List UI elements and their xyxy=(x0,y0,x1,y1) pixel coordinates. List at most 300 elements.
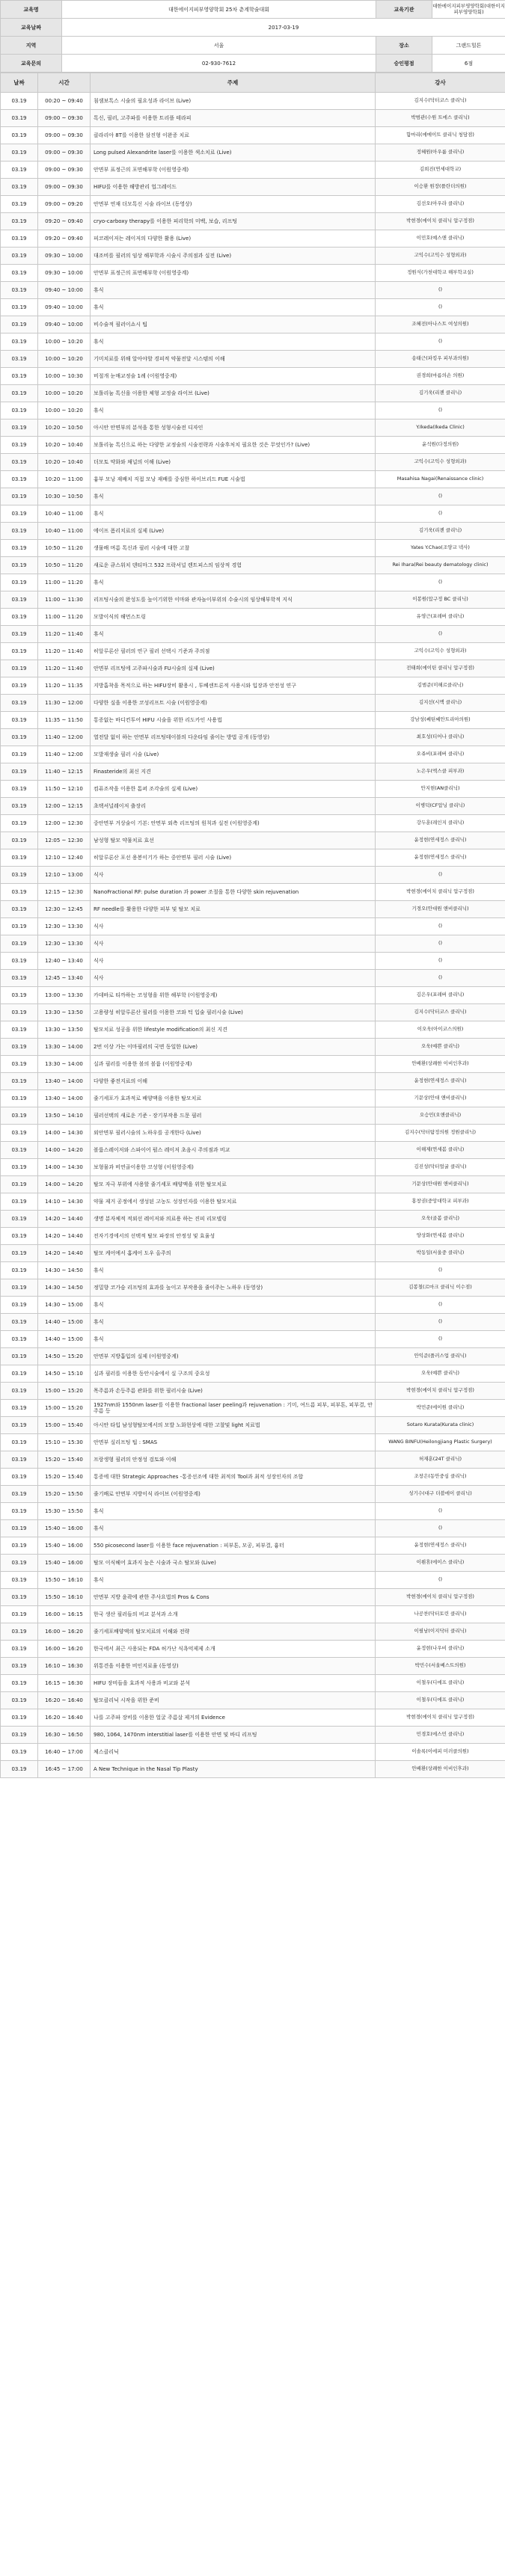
table-row xyxy=(1,1451,505,1469)
table-row xyxy=(1,746,505,763)
table-row xyxy=(1,918,505,935)
time-cell: 12:00 ~ 12:30 xyxy=(38,815,91,832)
time-cell: 15:50 ~ 16:10 xyxy=(38,1589,91,1606)
date-cell: 03.19 xyxy=(1,901,38,918)
speaker-cell: 안배환(상쾌한 이비인후과) xyxy=(376,1056,505,1073)
table-row xyxy=(1,1709,505,1727)
speaker-cell: 기문상(안대원 앤비클리닉) xyxy=(376,1176,505,1193)
date-cell: 03.19 xyxy=(1,763,38,781)
topic-cell: 휴식 xyxy=(91,488,376,505)
speaker-cell: 김지수(닥터코스 클리닉) xyxy=(376,93,505,110)
date-cell: 03.19 xyxy=(1,1761,38,1778)
speaker-cell: () xyxy=(376,1314,505,1331)
time-cell: 15:40 ~ 16:00 xyxy=(38,1520,91,1537)
speaker-cell: 이솔록(이에피 미러클의원) xyxy=(376,1744,505,1761)
time-cell: 11:20 ~ 11:40 xyxy=(38,660,91,677)
time-cell: 13:30 ~ 14:00 xyxy=(38,1056,91,1073)
topic-cell: 목주름과 손등주름 관화를 위한 필러시술 (Live) xyxy=(91,1383,376,1400)
topic-cell: HIFU를 이용한 해방관리 업그레이드 xyxy=(91,179,376,196)
table-row xyxy=(1,230,505,248)
time-cell: 10:20 ~ 10:40 xyxy=(38,437,91,454)
time-cell: 16:20 ~ 16:40 xyxy=(38,1709,91,1727)
speaker-cell: () xyxy=(376,935,505,953)
speaker-cell: 김지선(시맥 클리닉) xyxy=(376,695,505,712)
date-cell: 03.19 xyxy=(1,1211,38,1228)
time-cell: 16:40 ~ 17:00 xyxy=(38,1744,91,1761)
time-cell: 11:20 ~ 11:35 xyxy=(38,677,91,695)
topic-cell: 기미치료를 위해 알아야할 경피적 약물전달 시스템의 이해 xyxy=(91,351,376,368)
time-cell: 16:00 ~ 16:20 xyxy=(38,1641,91,1658)
time-cell: 15:20 ~ 15:40 xyxy=(38,1451,91,1469)
table-row xyxy=(1,1589,505,1606)
date-cell: 03.19 xyxy=(1,1193,38,1211)
date-cell: 03.19 xyxy=(1,1744,38,1761)
topic-cell: 프랑생형 필러의 안정성 검토와 이해 xyxy=(91,1451,376,1469)
table-row xyxy=(1,591,505,609)
topic-cell: 휴식 xyxy=(91,626,376,643)
topic-cell: 정밀향 코가슴 리프팅의 효과를 높이고 부작용을 줄이주는 노하우 (동영상) xyxy=(91,1279,376,1297)
topic-cell: 침샘보톡스 시술의 필요성과 라이브 (Live) xyxy=(91,93,376,110)
table-row xyxy=(1,265,505,282)
date-cell: 03.19 xyxy=(1,1641,38,1658)
time-cell: 12:30 ~ 13:30 xyxy=(38,935,91,953)
table-row xyxy=(1,987,505,1004)
date-cell: 03.19 xyxy=(1,1434,38,1451)
info-value: 2017-03-19 xyxy=(62,19,505,37)
table-row xyxy=(1,1572,505,1589)
topic-cell: 식사 xyxy=(91,918,376,935)
date-cell: 03.19 xyxy=(1,1623,38,1641)
date-cell: 03.19 xyxy=(1,265,38,282)
table-row xyxy=(1,1658,505,1675)
date-cell: 03.19 xyxy=(1,1039,38,1056)
speaker-cell: () xyxy=(376,333,505,351)
date-cell: 03.19 xyxy=(1,1073,38,1090)
date-cell: 03.19 xyxy=(1,1021,38,1039)
speaker-cell: 기경오(안대원 앤비클리닉) xyxy=(376,901,505,918)
table-row xyxy=(1,677,505,695)
topic-cell: 대조비를 필러의 임상 해부학과 시술시 주의점과 실전 (Live) xyxy=(91,248,376,265)
date-cell: 03.19 xyxy=(1,1486,38,1503)
time-cell: 12:30 ~ 12:45 xyxy=(38,901,91,918)
topic-cell: 휴식 xyxy=(91,1331,376,1348)
speaker-cell: 성기수(대구 더블에이 클리닉) xyxy=(376,1486,505,1503)
info-value: 6점 xyxy=(432,55,505,73)
speaker-cell: 윤정현(연세정스 클리닉) xyxy=(376,1537,505,1555)
table-row xyxy=(1,93,505,110)
topic-cell: 비절개 눈매교정술 1례 (이원영중계) xyxy=(91,368,376,385)
schedule-header-row xyxy=(1,73,505,93)
speaker-cell: () xyxy=(376,488,505,505)
date-cell: 03.19 xyxy=(1,1417,38,1434)
time-cell: 11:20 ~ 11:40 xyxy=(38,643,91,660)
date-cell: 03.19 xyxy=(1,746,38,763)
date-cell: 03.19 xyxy=(1,110,38,127)
topic-cell: 더모토 약화와 채널의 이해 (Live) xyxy=(91,454,376,471)
info-row xyxy=(1,1,505,19)
info-label: 승인평점 xyxy=(376,55,432,73)
table-row xyxy=(1,540,505,557)
speaker-cell: 이민호(예스앤 클리닉) xyxy=(376,230,505,248)
topic-cell: 980, 1064, 1470nm interstitial laser를 이용한 안면 및 바디 리프팅 xyxy=(91,1727,376,1744)
topic-cell: 2번 이상 가는 이마필러의 국면 동일한 (Live) xyxy=(91,1039,376,1056)
table-row xyxy=(1,162,505,179)
time-cell: 09:30 ~ 10:00 xyxy=(38,248,91,265)
date-cell: 03.19 xyxy=(1,1365,38,1383)
topic-cell: 위통견을 이용한 비인지료율 (동영상) xyxy=(91,1658,376,1675)
topic-cell: 휴식 xyxy=(91,1314,376,1331)
topic-cell: 1927nm와 1550nm laser를 이용한 fractional laser peeling과 rejuvenation : 기미, 여드름 피부, 피부톤, 피부결, 안주름 등 xyxy=(91,1400,376,1417)
table-row xyxy=(1,402,505,419)
date-cell: 03.19 xyxy=(1,1314,38,1331)
date-cell: 03.19 xyxy=(1,333,38,351)
table-row xyxy=(1,1606,505,1623)
topic-cell: 휴식 xyxy=(91,1297,376,1314)
date-cell: 03.19 xyxy=(1,93,38,110)
date-cell: 03.19 xyxy=(1,1503,38,1520)
info-label: 교육기관 xyxy=(376,1,432,19)
time-cell: 09:30 ~ 10:00 xyxy=(38,265,91,282)
date-cell: 03.19 xyxy=(1,643,38,660)
topic-cell: 줄기배로 안면부 지방이식 라이브 (이원영중계) xyxy=(91,1486,376,1503)
date-cell: 03.19 xyxy=(1,1090,38,1107)
time-cell: 10:00 ~ 10:20 xyxy=(38,351,91,368)
topic-cell: Long pulsed Alexandrite laser를 이용한 색소치료 (Live) xyxy=(91,144,376,162)
table-row xyxy=(1,1761,505,1778)
date-cell: 03.19 xyxy=(1,1572,38,1589)
speaker-cell: 박동일(서울중 클리닉) xyxy=(376,1245,505,1262)
table-row xyxy=(1,1434,505,1451)
date-cell: 03.19 xyxy=(1,1451,38,1469)
speaker-cell: 정혜원(아우룸 클리닉) xyxy=(376,144,505,162)
topic-cell: 약물 제거 공정에서 생성된 고농도 성장인자를 이용한 탈모치료 xyxy=(91,1193,376,1211)
topic-cell: 휴식 xyxy=(91,402,376,419)
topic-cell: 실과 필러를 이용한 동안시술에서 실 구조의 중요성 xyxy=(91,1365,376,1383)
time-cell: 09:40 ~ 10:00 xyxy=(38,299,91,316)
info-label: 교육날짜 xyxy=(1,19,62,37)
date-cell: 03.19 xyxy=(1,695,38,712)
table-row xyxy=(1,1383,505,1400)
schedule-table xyxy=(0,73,505,1778)
speaker-cell: 이필남(이지닥터 클리닉) xyxy=(376,1623,505,1641)
time-cell: 16:00 ~ 16:15 xyxy=(38,1606,91,1623)
speaker-cell: 김선오(아우라 클리닉) xyxy=(376,196,505,213)
date-cell: 03.19 xyxy=(1,213,38,230)
speaker-cell: () xyxy=(376,1503,505,1520)
table-row xyxy=(1,179,505,196)
topic-cell: 외안면부 필러시술의 노하우를 공개한다 (Live) xyxy=(91,1125,376,1142)
time-cell: 16:15 ~ 16:30 xyxy=(38,1675,91,1692)
date-cell: 03.19 xyxy=(1,849,38,867)
table-row xyxy=(1,953,505,970)
table-row xyxy=(1,609,505,626)
speaker-cell: () xyxy=(376,1572,505,1589)
date-cell: 03.19 xyxy=(1,471,38,488)
topic-cell: 식사 xyxy=(91,935,376,953)
topic-cell: 줄기세포가 효과적로 배양액을 이용한 탈모치료 xyxy=(91,1090,376,1107)
time-cell: 10:00 ~ 10:20 xyxy=(38,402,91,419)
time-cell: 10:30 ~ 10:50 xyxy=(38,488,91,505)
topic-cell: 에이프 폼리치료의 실제 (Live) xyxy=(91,523,376,540)
time-cell: 15:40 ~ 16:00 xyxy=(38,1537,91,1555)
speaker-cell: 강남성(쎄틴쎄안트리아의원) xyxy=(376,712,505,729)
topic-cell: 식사 xyxy=(91,867,376,884)
time-cell: 11:40 ~ 12:15 xyxy=(38,763,91,781)
table-row xyxy=(1,385,505,402)
date-cell: 03.19 xyxy=(1,1400,38,1417)
speaker-cell: 이철우(디에프 클리닉) xyxy=(376,1675,505,1692)
time-cell: 14:00 ~ 14:20 xyxy=(38,1142,91,1159)
topic-cell: 히알루론산 필러의 연구 필러 선택시 기준과 주의점 xyxy=(91,643,376,660)
date-cell: 03.19 xyxy=(1,454,38,471)
time-cell: 10:00 ~ 10:30 xyxy=(38,368,91,385)
topic-cell: A New Technique in the Nasal Tip Plasty xyxy=(91,1761,376,1778)
info-row xyxy=(1,55,505,73)
table-row xyxy=(1,1365,505,1383)
speaker-cell: 박현경(에이치 클리닉 압구정점) xyxy=(376,1383,505,1400)
topic-cell: 한국에서 최근 사용되는 FDA 허가난 식욕억제제 소개 xyxy=(91,1641,376,1658)
date-cell: 03.19 xyxy=(1,540,38,557)
table-row xyxy=(1,1262,505,1279)
table-row xyxy=(1,643,505,660)
speaker-cell: Rei Ihara(Rei beauty dematology clinic) xyxy=(376,557,505,574)
date-cell: 03.19 xyxy=(1,798,38,815)
date-cell: 03.19 xyxy=(1,437,38,454)
time-cell: 16:10 ~ 16:30 xyxy=(38,1658,91,1675)
date-cell: 03.19 xyxy=(1,385,38,402)
table-row xyxy=(1,1125,505,1142)
date-cell: 03.19 xyxy=(1,987,38,1004)
time-cell: 12:30 ~ 13:30 xyxy=(38,918,91,935)
table-row xyxy=(1,1211,505,1228)
speaker-cell: 김기욱(리젠 클리닉) xyxy=(376,385,505,402)
speaker-cell: 박현경(에이치 클리닉 압구정점) xyxy=(376,213,505,230)
date-cell: 03.19 xyxy=(1,867,38,884)
speaker-cell: () xyxy=(376,918,505,935)
speaker-cell: 권경희(마름의손 의원) xyxy=(376,368,505,385)
speaker-cell: 오욱(예쁜 클리닉) xyxy=(376,1365,505,1383)
speaker-cell: WANG BINFU(Heilongjiang Plastic Surgery) xyxy=(376,1434,505,1451)
topic-cell: 탈모 자극 부위에 사용할 줄기세포 배양액을 위한 탈모치료 xyxy=(91,1176,376,1193)
date-cell: 03.19 xyxy=(1,660,38,677)
table-row xyxy=(1,368,505,385)
table-row xyxy=(1,282,505,299)
speaker-cell: 최호성(티어나 클리닉) xyxy=(376,729,505,746)
speaker-cell: 홍창권(중앙대학교 피부과) xyxy=(376,1193,505,1211)
speaker-cell: Yates Y.Chao(조양교 넥사) xyxy=(376,540,505,557)
speaker-cell: 윤정현(연세정스 클리닉) xyxy=(376,849,505,867)
time-cell: 14:50 ~ 15:10 xyxy=(38,1365,91,1383)
time-cell: 11:00 ~ 11:20 xyxy=(38,609,91,626)
topic-cell: 보톨리눔 톡신으로 하는 다양한 교정술의 시술전략과 시술후처치 필요한 것은 무엇인가? (Live) xyxy=(91,437,376,454)
table-row xyxy=(1,626,505,643)
topic-cell: 보톨리눔 톡신을 이용한 체형 교정술 라이브 (Live) xyxy=(91,385,376,402)
date-cell: 03.19 xyxy=(1,1228,38,1245)
date-cell: 03.19 xyxy=(1,299,38,316)
date-cell: 03.19 xyxy=(1,609,38,626)
date-cell: 03.19 xyxy=(1,1692,38,1709)
info-label: 지역 xyxy=(1,37,62,55)
date-cell: 03.19 xyxy=(1,1675,38,1692)
table-row xyxy=(1,419,505,437)
table-row xyxy=(1,1486,505,1503)
speaker-cell: 허재훈(24T 클리닉) xyxy=(376,1451,505,1469)
speaker-cell: () xyxy=(376,574,505,591)
date-cell: 03.19 xyxy=(1,368,38,385)
time-cell: 12:05 ~ 12:30 xyxy=(38,832,91,849)
speaker-cell: 이병덕(CF압닝 클리닉) xyxy=(376,798,505,815)
topic-cell: 휴식 xyxy=(91,282,376,299)
time-cell: 13:30 ~ 13:50 xyxy=(38,1004,91,1021)
info-value: 그랜드힐튼 xyxy=(432,37,505,55)
table-row xyxy=(1,712,505,729)
info-value: 02-930-7612 xyxy=(62,55,376,73)
date-cell: 03.19 xyxy=(1,1297,38,1314)
table-row xyxy=(1,1107,505,1125)
speaker-cell: 김기욱(리젠 클리닉) xyxy=(376,523,505,540)
speaker-cell: 나공찬(닥터토린 클리닉) xyxy=(376,1606,505,1623)
time-cell: 14:00 ~ 14:30 xyxy=(38,1125,91,1142)
date-cell: 03.19 xyxy=(1,1555,38,1572)
time-cell: 13:40 ~ 14:00 xyxy=(38,1073,91,1090)
time-cell: 09:40 ~ 10:00 xyxy=(38,316,91,333)
date-cell: 03.19 xyxy=(1,1520,38,1537)
time-cell: 13:50 ~ 14:10 xyxy=(38,1107,91,1125)
table-row xyxy=(1,1400,505,1417)
time-cell: 10:50 ~ 11:20 xyxy=(38,557,91,574)
info-value: 서울 xyxy=(62,37,376,55)
speaker-cell: 조혜전(아나스트 여성의원) xyxy=(376,316,505,333)
column-header-date: 날짜 xyxy=(1,73,38,93)
topic-cell: 새로운 큐스워치 덴티마그 532 프락셔널 렌트피스의 임상적 경험 xyxy=(91,557,376,574)
speaker-cell: 김지수(닥터코스 클리닉) xyxy=(376,1004,505,1021)
table-row xyxy=(1,1039,505,1056)
date-cell: 03.19 xyxy=(1,1727,38,1744)
topic-cell: 안면부 실리프팅 팁 : SMAS xyxy=(91,1434,376,1451)
time-cell: 10:00 ~ 10:20 xyxy=(38,333,91,351)
table-row xyxy=(1,1331,505,1348)
topic-cell: Finasteride의 최신 지견 xyxy=(91,763,376,781)
speaker-cell: () xyxy=(376,626,505,643)
table-row xyxy=(1,1727,505,1744)
time-cell: 11:40 ~ 12:00 xyxy=(38,729,91,746)
table-row xyxy=(1,333,505,351)
topic-cell: HIFU 장비들을 효과적 사용과 비교와 분석 xyxy=(91,1675,376,1692)
topic-cell: 체스클리닉 xyxy=(91,1744,376,1761)
date-cell: 03.19 xyxy=(1,523,38,540)
speaker-cell: 박민준(에이원 클리닉) xyxy=(376,1400,505,1417)
time-cell: 10:20 ~ 10:40 xyxy=(38,454,91,471)
date-cell: 03.19 xyxy=(1,127,38,144)
table-row xyxy=(1,471,505,488)
topic-cell: 보형물과 비연골이용한 코성형 (이원영중계) xyxy=(91,1159,376,1176)
topic-cell: 모발재생술 필러 시술 (Live) xyxy=(91,746,376,763)
topic-cell: 안면부 지방 윤곽에 관한 주사요법의 Pros & Cons xyxy=(91,1589,376,1606)
date-cell: 03.19 xyxy=(1,1348,38,1365)
topic-cell: 생물배 며름 톡신과 필러 시술에 대한 고찰 xyxy=(91,540,376,557)
table-row xyxy=(1,1159,505,1176)
table-row xyxy=(1,729,505,746)
topic-cell: 아시안 안면부의 분석을 통한 성형시술전 디자인 xyxy=(91,419,376,437)
topic-cell: 식사 xyxy=(91,970,376,987)
speaker-cell: Sotaro Kurata(Kurata clinic) xyxy=(376,1417,505,1434)
table-row xyxy=(1,110,505,127)
table-row xyxy=(1,1073,505,1090)
topic-cell: NanoFractional RF: pulse duration 과 power 조절을 통한 다양한 skin rejuvenation xyxy=(91,884,376,901)
time-cell: 14:40 ~ 15:00 xyxy=(38,1331,91,1348)
time-cell: 16:20 ~ 16:40 xyxy=(38,1692,91,1709)
speaker-cell: 안지현(AN클리닉) xyxy=(376,781,505,798)
topic-cell: 탈모클리닉 시작을 위한 준비 xyxy=(91,1692,376,1709)
table-row xyxy=(1,935,505,953)
speaker-cell: 박민수(서울베스트의원) xyxy=(376,1658,505,1675)
date-cell: 03.19 xyxy=(1,316,38,333)
topic-cell: 나를 고주파 장비를 이용한 얼굴 주름살 제거의 Evidence xyxy=(91,1709,376,1727)
speaker-cell: () xyxy=(376,1297,505,1314)
table-row xyxy=(1,849,505,867)
topic-cell: 줄기세포배양액의 탈모치료의 이해와 전략 xyxy=(91,1623,376,1641)
table-row xyxy=(1,867,505,884)
speaker-cell: 노은우(엑스클 피부과) xyxy=(376,763,505,781)
table-row xyxy=(1,970,505,987)
table-row xyxy=(1,1297,505,1314)
speaker-cell: 기문상(안대 앤비클리닉) xyxy=(376,1090,505,1107)
table-row xyxy=(1,1142,505,1159)
time-cell: 15:00 ~ 15:20 xyxy=(38,1400,91,1417)
speaker-cell: () xyxy=(376,1262,505,1279)
time-cell: 10:20 ~ 11:00 xyxy=(38,471,91,488)
time-cell: 11:30 ~ 12:00 xyxy=(38,695,91,712)
time-cell: 10:40 ~ 11:00 xyxy=(38,523,91,540)
speaker-cell: 박현경(에이치 클리닉 압구정점) xyxy=(376,884,505,901)
speaker-cell: 이뤈휴(에이스 클리닉) xyxy=(376,1555,505,1572)
date-cell: 03.19 xyxy=(1,1383,38,1400)
table-row xyxy=(1,660,505,677)
time-cell: 12:00 ~ 12:15 xyxy=(38,798,91,815)
topic-cell: 고용량성 히알루론산 필러를 이용한 코와 턱 입술 필러시술 (Live) xyxy=(91,1004,376,1021)
column-header-time: 시간 xyxy=(38,73,91,93)
time-cell: 13:30 ~ 14:00 xyxy=(38,1039,91,1056)
topic-cell: 지방흡착을 목적으로 하는 HIFU장비 활용시 , 투베센트론적 사용시와 입장과 안전성 연구 xyxy=(91,677,376,695)
table-row xyxy=(1,437,505,454)
table-row xyxy=(1,505,505,523)
topic-cell: 비수술적 필러이쇼시 팁 xyxy=(91,316,376,333)
date-cell: 03.19 xyxy=(1,729,38,746)
topic-cell: 휴식 xyxy=(91,299,376,316)
date-cell: 03.19 xyxy=(1,402,38,419)
topic-cell: 생명 분자체적 적외선 레이저와 의료용 하는 진피 리모델링 xyxy=(91,1211,376,1228)
table-row xyxy=(1,144,505,162)
date-cell: 03.19 xyxy=(1,953,38,970)
topic-cell: 아시안 타입 남성형탈모에서의 모발 노화현상에 대한 고찰및 light 치료법 xyxy=(91,1417,376,1434)
date-cell: 03.19 xyxy=(1,1142,38,1159)
topic-cell: 휴식 xyxy=(91,505,376,523)
date-cell: 03.19 xyxy=(1,1589,38,1606)
speaker-cell: 김봉철(르마크 클리닉 이수점) xyxy=(376,1279,505,1297)
speaker-cell: 안익준(플러스업 클리닉) xyxy=(376,1348,505,1365)
time-cell: 09:40 ~ 10:00 xyxy=(38,282,91,299)
time-cell: 09:00 ~ 09:30 xyxy=(38,144,91,162)
date-cell: 03.19 xyxy=(1,144,38,162)
time-cell: 11:20 ~ 11:40 xyxy=(38,626,91,643)
time-cell: 14:50 ~ 15:20 xyxy=(38,1348,91,1365)
table-row xyxy=(1,523,505,540)
date-cell: 03.19 xyxy=(1,230,38,248)
table-row xyxy=(1,1090,505,1107)
topic-cell: 휴식 xyxy=(91,574,376,591)
date-cell: 03.19 xyxy=(1,351,38,368)
table-row xyxy=(1,454,505,471)
